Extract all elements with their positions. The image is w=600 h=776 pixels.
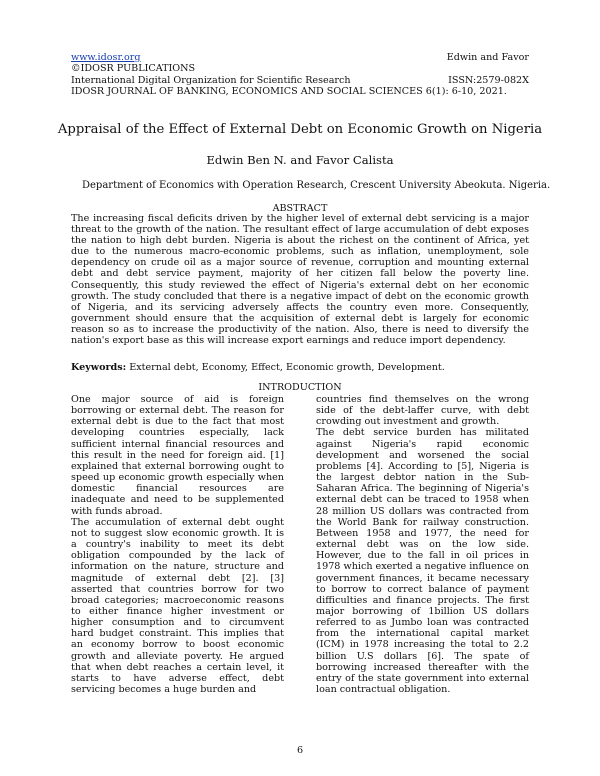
introduction-heading: INTRODUCTION: [258, 382, 342, 393]
intro-paragraph: countries find themselves on the wrong side of the debt-laffer curve, with debt crowding out investment and growth.: [316, 394, 529, 428]
paper-title: Appraisal of the Effect of External Debt on Economic Growth on Nigeria: [57, 122, 543, 137]
header-org: International Digital Organization for Scientific Research: [71, 75, 351, 86]
abstract-heading: ABSTRACT: [272, 203, 328, 214]
keywords-label: Keywords:: [71, 362, 127, 373]
left-column: [71, 394, 284, 695]
header-line-1: [71, 52, 529, 63]
header-publisher: ©IDOSR PUBLICATIONS: [71, 63, 196, 74]
intro-paragraph: The debt service burden has militated against Nigeria's rapid economic development and worsened the social problems [4]. According to [5], Nigeria is the largest debtor nation in the Sub-Saharan Africa. The beginning of Nigeria's external debt can be traced to 1958 when 28 million US dollars was contracted from the World Bank for railway construction. Between 1958 and 1977, the need for external debt was on the low side. However, due to the fall in oil prices in 1978 which exerted a negative influence on government finances, it became necessary to borrow to correct balance of payment difficulties and finance projects. The first major borrowing of 1billion US dollars referred to as Jumbo loan was contracted from the international capital market (ICM) in 1978 increasing the total to 2.2 billion U.S dollars [6]. The spate of borrowing increased thereafter with the entry of the state government into external loan contractual obligation.: [316, 427, 529, 696]
paper-authors: Edwin Ben N. and Favor Calista: [206, 153, 394, 167]
intro-paragraph: One major source of aid is foreign borrowing or external debt. The reason for external debt is due to the fact that most developing countries especially, lack sufficient internal financial resources and this result in the need for foreign aid. [1] explained that external borrowing ought to speed up economic growth especially when domestic financial resources are inadequate and need to be supplemented with funds abroad.: [71, 394, 284, 517]
right-column: [316, 394, 529, 695]
journal-url-link[interactable]: www.idosr.org: [71, 52, 141, 63]
header-journal: IDOSR JOURNAL OF BANKING, ECONOMICS AND SOCIAL SCIENCES 6(1): 6-10, 2021.: [71, 86, 507, 97]
header-authors-short: Edwin and Favor: [446, 52, 529, 63]
intro-paragraph: The accumulation of external debt ought not to suggest slow economic growth. It is a country's inability to meet its debt obligation compounded by the lack of information on the nature, structure and magnitude of external debt [2]. [3] asserted that countries borrow for two broad categories; macroeconomic reasons to either finance higher investment or higher consumption and to circumvent hard budget constraint. This implies that an economy borrow to boost economic growth and alleviate poverty. He argued that when debt reaches a certain level, it starts to have adverse effect, debt servicing becomes a huge burden and: [71, 516, 284, 696]
abstract-text: The increasing fiscal deficits driven by the higher level of external debt servicing is a major threat to the growth of the nation. The resultant effect of large accumulation of debt exposes the nation to high debt burden. Nigeria is about the richest on the continent of Africa, yet due to the numerous macro-economic problems, such as inflation, unemployment, sole dependency on crude oil as a major source of revenue, corruption and mounting external debt and debt service payment, majority of her citizen fall below the poverty line. Consequently, this study reviewed the effect of Nigeria's external debt on her economic growth. The study concluded that there is a negative impact of debt on the economic growth of Nigeria, and its servicing adversely affects the country even more. Consequently, government should ensure that the acquisition of external debt is largely for economic reason so as to increase the productivity of the nation. Also, there is need to diversify the nation's export base as this will increase export earnings and reduce import dependency.: [71, 213, 529, 347]
page-number: 6: [296, 745, 304, 756]
header-issn: ISSN:2579-082X: [448, 75, 529, 86]
keywords: [71, 362, 529, 373]
keywords-text: External debt, Economy, Effect, Economic growth, Development.: [129, 362, 445, 373]
affiliation: Department of Economics with Operation Research, Crescent University Abeokuta. Nigeria.: [82, 180, 551, 191]
header-line-3: [71, 75, 529, 86]
